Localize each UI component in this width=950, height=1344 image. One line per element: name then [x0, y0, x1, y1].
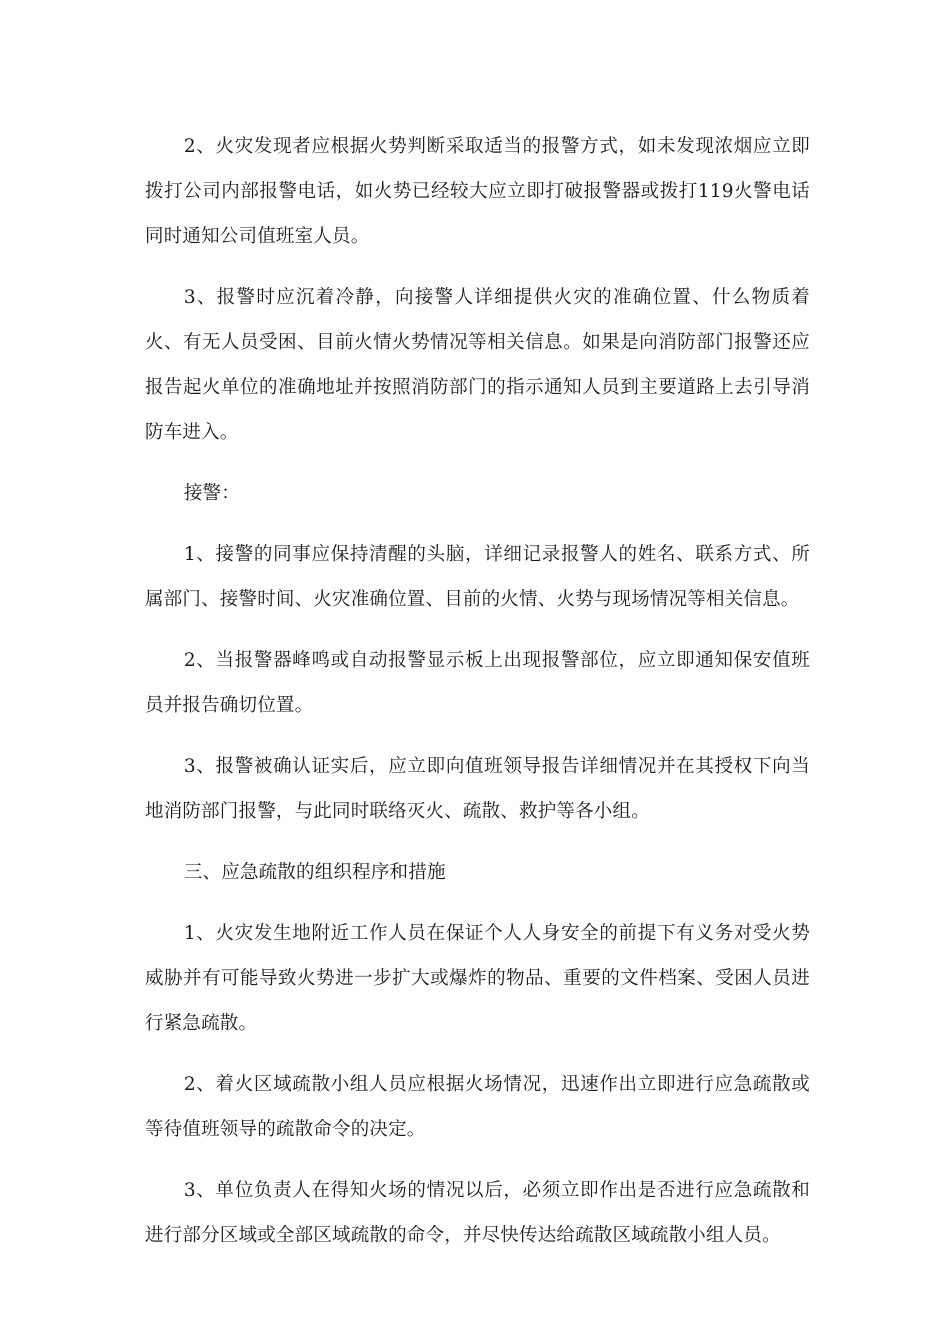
- document-body: [145, 124, 810, 1274]
- paragraph-alarm-confirmed: 3、报警被确认证实后，应立即向值班领导报告详细情况并在其授权下向当地消防部门报警，与此同时联络灭火、疏散、救护等各小组。: [145, 756, 810, 822]
- paragraph-evacuation-nearby: 1、火灾发生地附近工作人员在保证个人人身安全的前提下有义务对受火势威胁并有可能导致火势进一步扩大或爆炸的物品、重要的文件档案、受困人员进行紧急疏散。: [145, 923, 810, 1034]
- paragraph-alarm-panel: 2、当报警器峰鸣或自动报警显示板上出现报警部位，应立即通知保安值班员并报告确切位置。: [145, 650, 810, 716]
- paragraph-receive-record: 1、接警的同事应保持清醒的头脑，详细记录报警人的姓名、联系方式、所属部门、接警时间、火灾准确位置、目前的火情、火势与现场情况等相关信息。: [145, 544, 810, 610]
- paragraph-evacuation-team: 2、着火区域疏散小组人员应根据火场情况，迅速作出立即进行应急疏散或等待值班领导的疏散命令的决定。: [145, 1074, 810, 1140]
- paragraph-evacuation-order: 3、单位负责人在得知火场的情况以后，必须立即作出是否进行应急疏散和进行部分区域或全部区域疏散的命令，并尽快传达给疏散区域疏散小组人员。: [145, 1180, 810, 1246]
- section-heading-evacuation: 三、应急疏散的组织程序和措施: [183, 862, 446, 883]
- paragraph-alarm-details: 3、报警时应沉着冷静，向接警人详细提供火灾的准确位置、什么物质着火、有无人员受困、目前火情火势情况等相关信息。如果是向消防部门报警还应报告起火单位的准确地址并按照消防部门的指示通知人员到主要道路上去引导消防车进入。: [145, 287, 810, 443]
- section-heading-receive-alarm: 接警：: [183, 483, 240, 504]
- paragraph-alarm-method: 2、火灾发现者应根据火势判断采取适当的报警方式，如未发现浓烟应立即拨打公司内部报警电话，如火势已经较大应立即打破报警器或拨打119火警电话同时通知公司值班室人员。: [145, 136, 810, 247]
